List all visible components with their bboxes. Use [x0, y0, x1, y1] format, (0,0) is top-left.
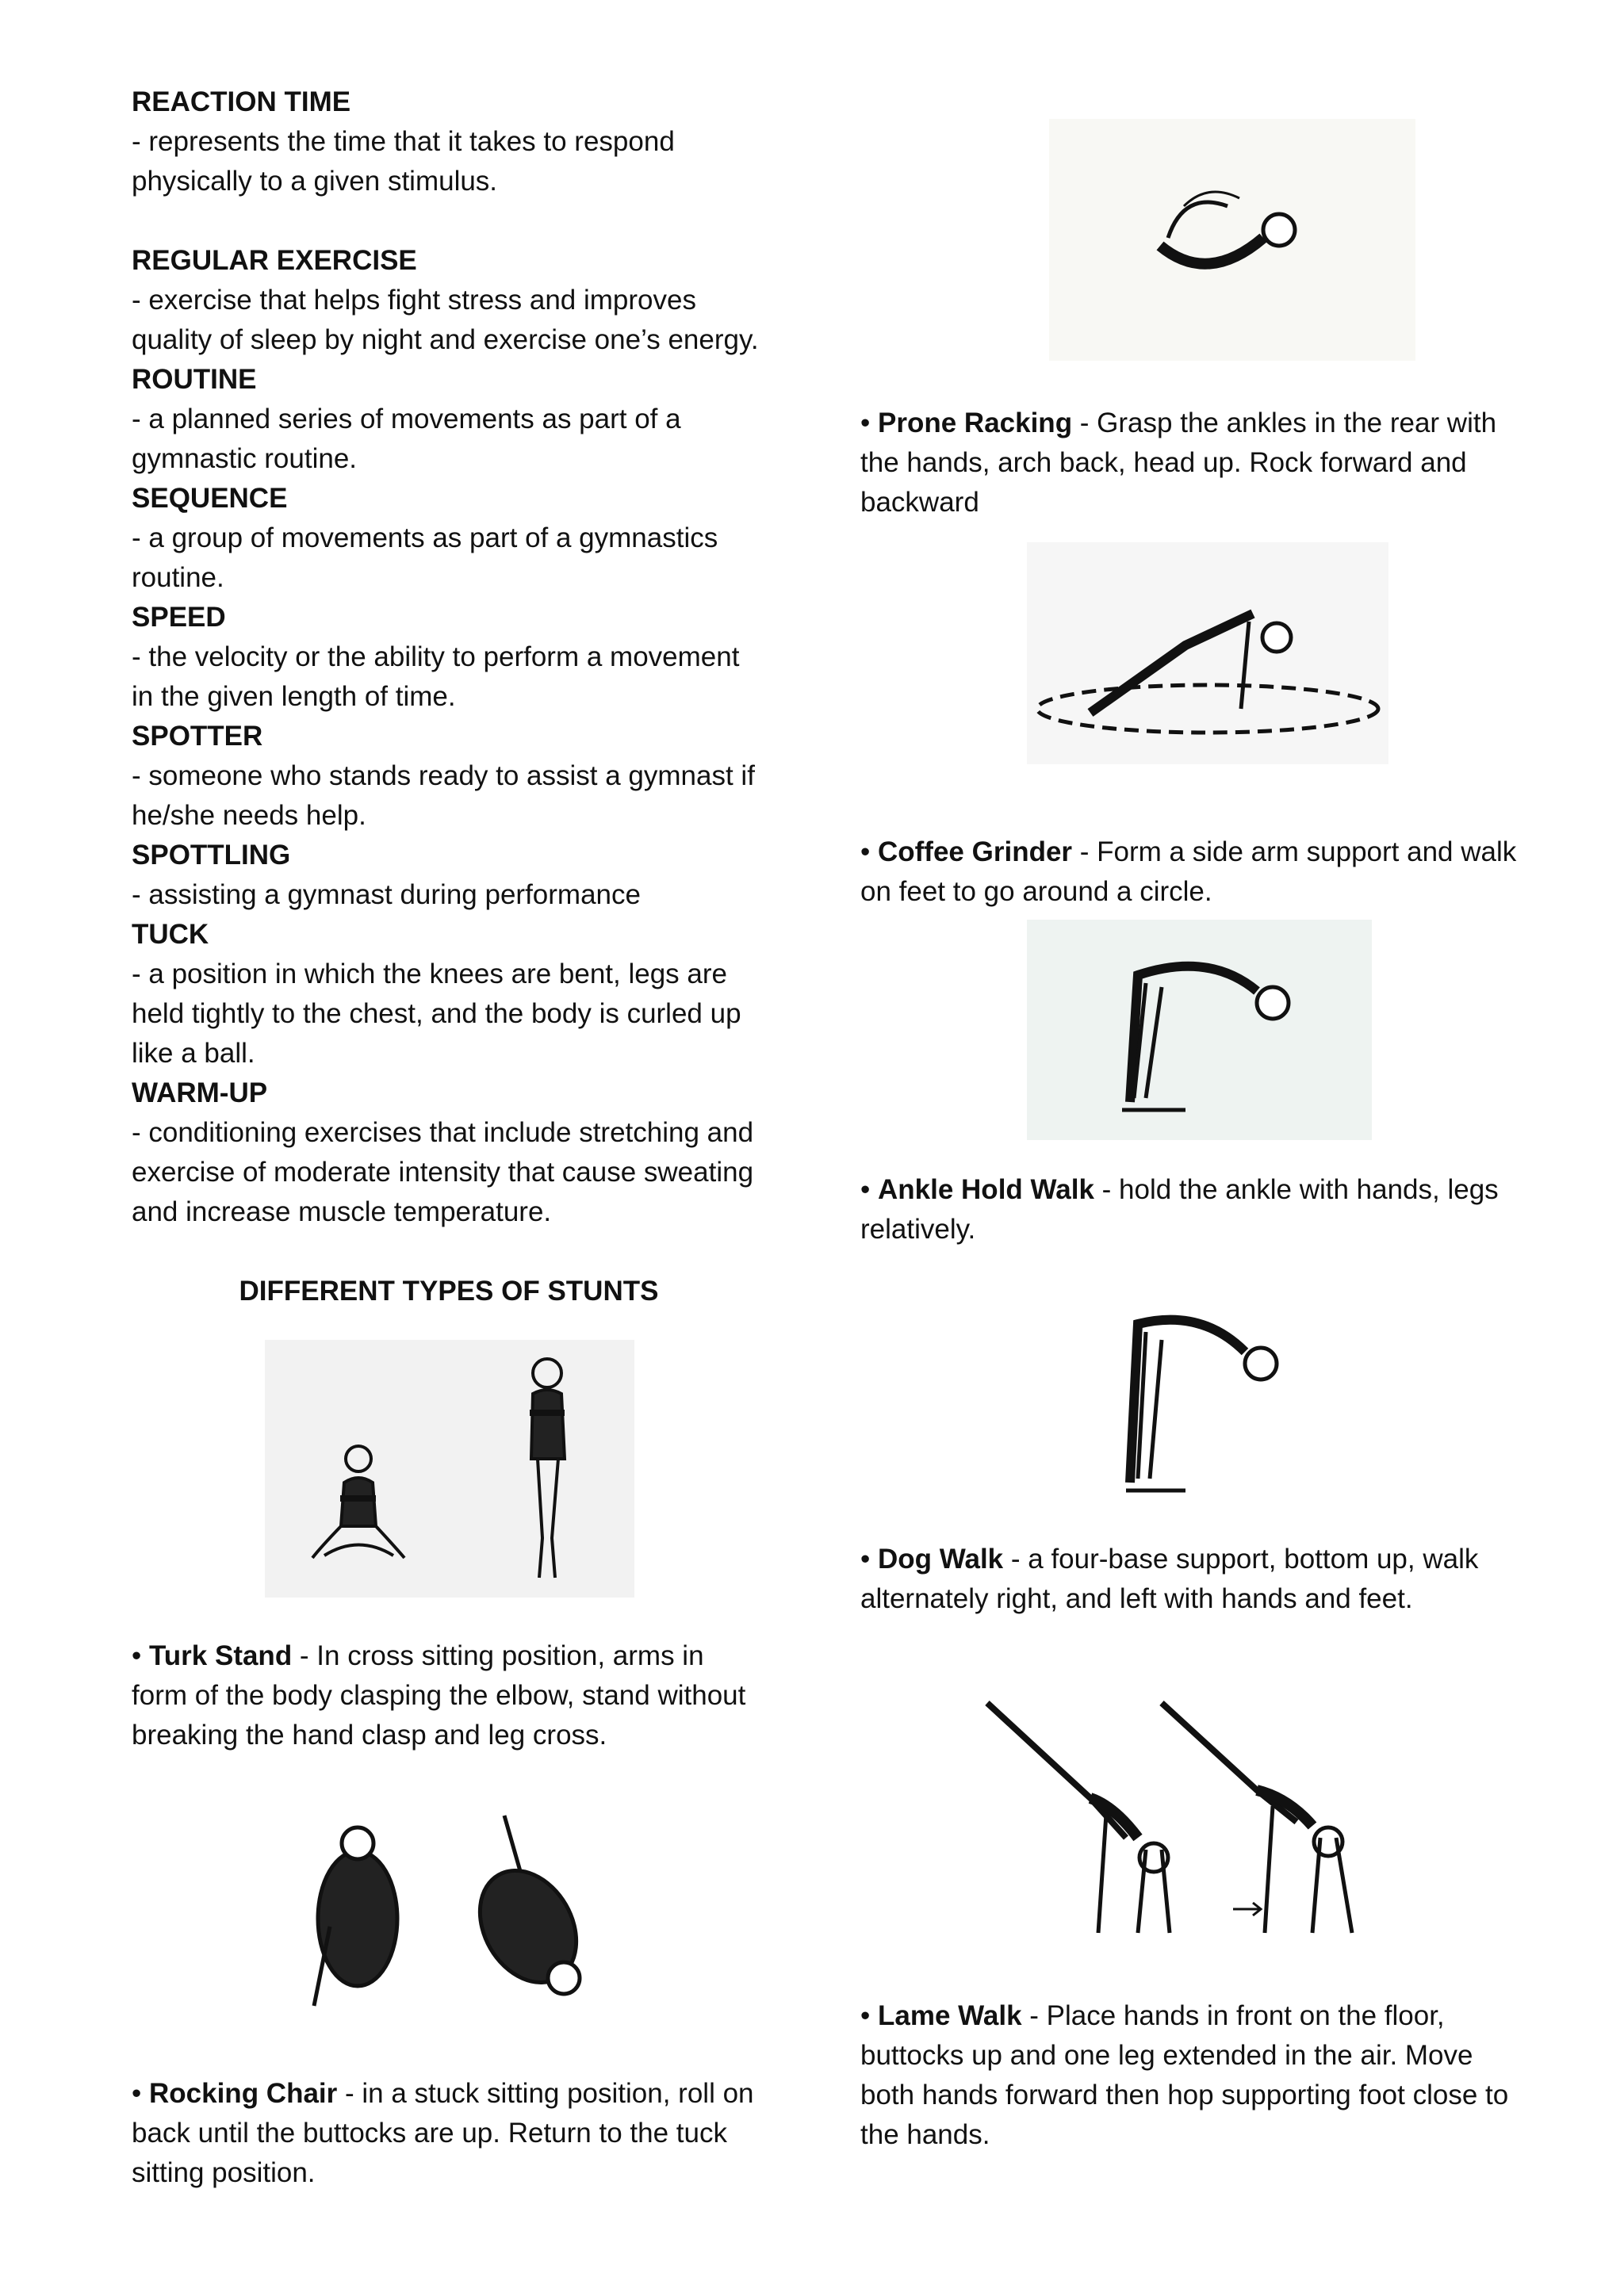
stunt-name: Rocking Chair	[149, 2078, 338, 2109]
coffee-grinder-illustration	[1027, 542, 1388, 764]
stunt-name: Dog Walk	[878, 1544, 1004, 1575]
glossary-entry-spotter	[132, 717, 766, 836]
glossary-entry-reaction-time	[132, 82, 766, 201]
glossary-term: SPOTTLING	[132, 840, 291, 871]
section-title: DIFFERENT TYPES OF STUNTS	[239, 1276, 659, 1307]
glossary-term: REACTION TIME	[132, 86, 351, 117]
stunt-name: Prone Racking	[878, 408, 1073, 438]
stunt-turk-stand	[132, 1636, 766, 1755]
glossary-entry-regular-exercise	[132, 241, 766, 360]
stunt-name: Coffee Grinder	[878, 836, 1073, 867]
ankle-hold-walk-illustration	[1027, 920, 1372, 1140]
bullet-marker: •	[860, 836, 871, 867]
glossary-definition: - exercise that helps fight stress and improves quality of sleep by night and exercise one’s energy.	[132, 285, 759, 355]
glossary-definition: - a group of movements as part of a gymnastics routine.	[132, 522, 718, 593]
dog-walk-illustration	[1051, 1276, 1400, 1530]
stunt-coffee-grinder	[860, 832, 1526, 912]
stunt-dog-walk	[860, 1540, 1526, 1619]
bullet-marker: •	[860, 1174, 871, 1205]
glossary-definition: - represents the time that it takes to respond physically to a given stimulus.	[132, 126, 675, 197]
bullet-marker: •	[132, 2078, 142, 2109]
glossary-term: TUCK	[132, 919, 209, 950]
stunt-description: - a four-base support, bottom up, walk alternately right, and left with hands and feet.	[860, 1544, 1479, 1614]
bullet-marker: •	[860, 408, 871, 438]
glossary-entry-spottling	[132, 836, 641, 915]
stunt-description: - hold the ankle with hands, legs relatively.	[860, 1174, 1499, 1245]
stunt-prone-racking	[860, 404, 1526, 522]
glossary-term: SPOTTER	[132, 721, 263, 752]
glossary-entry-speed	[132, 598, 766, 717]
bullet-marker: •	[132, 1640, 142, 1671]
stunt-description: - Place hands in front on the floor, buttocks up and one leg extended in the air. Move both hands forward then hop supporting foot close to the hands.	[860, 2000, 1509, 2150]
bullet-marker: •	[860, 2000, 871, 2031]
stunt-description: - In cross sitting position, arms in form of the body clasping the elbow, stand without breaking the hand clasp and leg cross.	[132, 1640, 746, 1751]
glossary-entry-warm-up	[132, 1073, 766, 1232]
glossary-definition: - a position in which the knees are bent, legs are held tightly to the chest, and the body is curled up like a ball.	[132, 959, 741, 1069]
glossary-definition: - the velocity or the ability to perform a movement in the given length of time.	[132, 641, 740, 712]
stunt-rocking-chair	[132, 2074, 766, 2193]
glossary-entry-tuck	[132, 915, 766, 1073]
glossary-definition: - someone who stands ready to assist a gymnast if he/she needs help.	[132, 760, 755, 831]
lame-walk-illustration	[979, 1679, 1423, 1949]
glossary-entry-sequence	[132, 479, 766, 598]
stunt-description: - in a stuck sitting position, roll on back until the buttocks are up. Return to the tuck sitting position.	[132, 2078, 754, 2188]
stunt-name: Lame Walk	[878, 2000, 1022, 2031]
glossary-term: SEQUENCE	[132, 483, 288, 514]
stunt-ankle-hold-walk	[860, 1170, 1526, 1249]
bullet-marker: •	[860, 1544, 871, 1575]
stunt-description: - Grasp the ankles in the rear with the hands, arch back, head up. Rock forward and backward	[860, 408, 1497, 518]
glossary-definition: - assisting a gymnast during performance	[132, 879, 641, 910]
glossary-definition: - a planned series of movements as part of a gymnastic routine.	[132, 404, 681, 474]
stunt-name: Turk Stand	[149, 1640, 293, 1671]
stunt-description: - Form a side arm support and walk on feet to go around a circle.	[860, 836, 1517, 907]
stunt-lame-walk	[860, 1996, 1526, 2155]
glossary-term: WARM-UP	[132, 1077, 268, 1108]
glossary-term: ROUTINE	[132, 364, 257, 395]
glossary-entry-routine	[132, 360, 766, 479]
glossary-term: REGULAR EXERCISE	[132, 245, 417, 276]
prone-racking-illustration	[1049, 119, 1415, 361]
rocking-chair-illustration	[282, 1800, 615, 2022]
stunt-name: Ankle Hold Walk	[878, 1174, 1094, 1205]
turk-stand-illustration	[265, 1340, 634, 1598]
glossary-term: SPEED	[132, 602, 226, 633]
glossary-definition: - conditioning exercises that include stretching and exercise of moderate intensity that cause sweating and increase muscle temperature.	[132, 1117, 754, 1227]
